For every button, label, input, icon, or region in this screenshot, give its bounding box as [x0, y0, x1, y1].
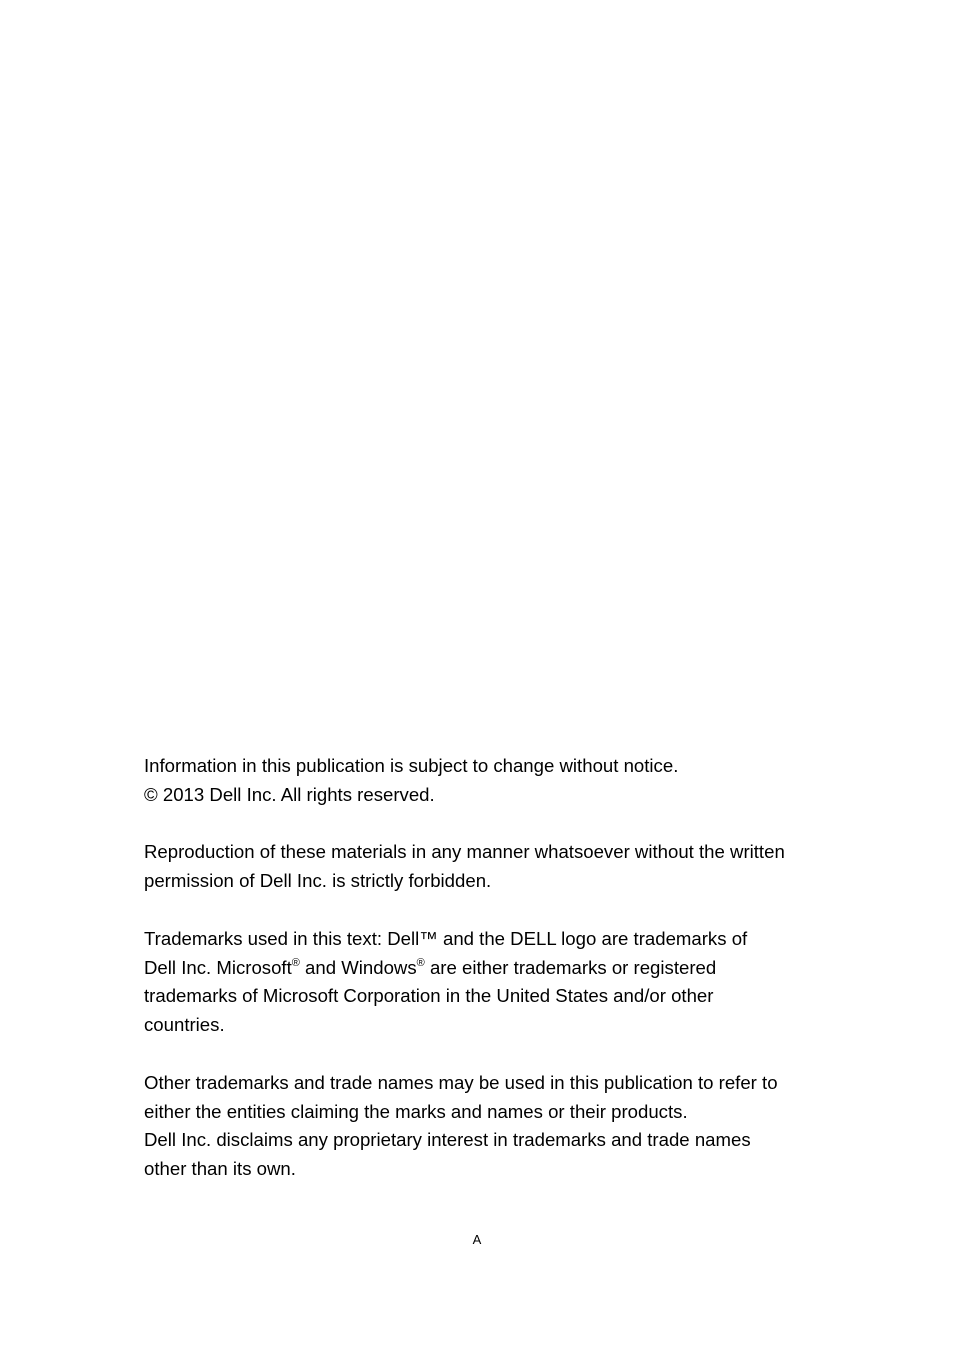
paragraph-gap — [144, 896, 824, 925]
trademarks-line-1: Trademarks used in this text: Dell™ and the DELL logo are trademarks of — [144, 927, 748, 949]
legal-notice — [144, 752, 824, 1184]
other-trademarks-line-3: Dell Inc. disclaims any proprietary interest in trademarks and trade names — [144, 1129, 751, 1151]
page-number: A — [472, 1232, 482, 1247]
other-trademarks-line-4: other than its own. — [144, 1158, 296, 1180]
paragraph-gap — [144, 1040, 824, 1069]
trademarks-line-2 — [144, 954, 824, 983]
paragraph-gap — [144, 810, 824, 839]
reproduction-line-2: permission of Dell Inc. is strictly forbidden. — [144, 870, 492, 892]
trademarks-line-4: countries. — [144, 1014, 225, 1036]
trademarks-line-2-part-2: and Windows — [299, 956, 417, 978]
trademarks-line-2-part-1: Dell Inc. Microsoft — [144, 956, 292, 978]
other-trademarks-line-1: Other trademarks and trade names may be used in this publication to refer to — [144, 1071, 778, 1093]
notice-change-line: Information in this publication is subject to change without notice. — [144, 755, 679, 776]
trademarks-line-2-part-3: are either trademarks or registered — [424, 956, 717, 978]
registered-mark-windows: ® — [416, 956, 425, 969]
registered-mark-microsoft: ® — [291, 956, 300, 969]
trademarks-line-3: trademarks of Microsoft Corporation in the United States and/or other — [144, 985, 714, 1007]
other-trademarks-line-2: either the entities claiming the marks and names or their products. — [144, 1100, 688, 1122]
copyright-line: © 2013 Dell Inc. All rights reserved. — [144, 783, 435, 805]
reproduction-line-1: Reproduction of these materials in any manner whatsoever without the written — [144, 841, 785, 863]
